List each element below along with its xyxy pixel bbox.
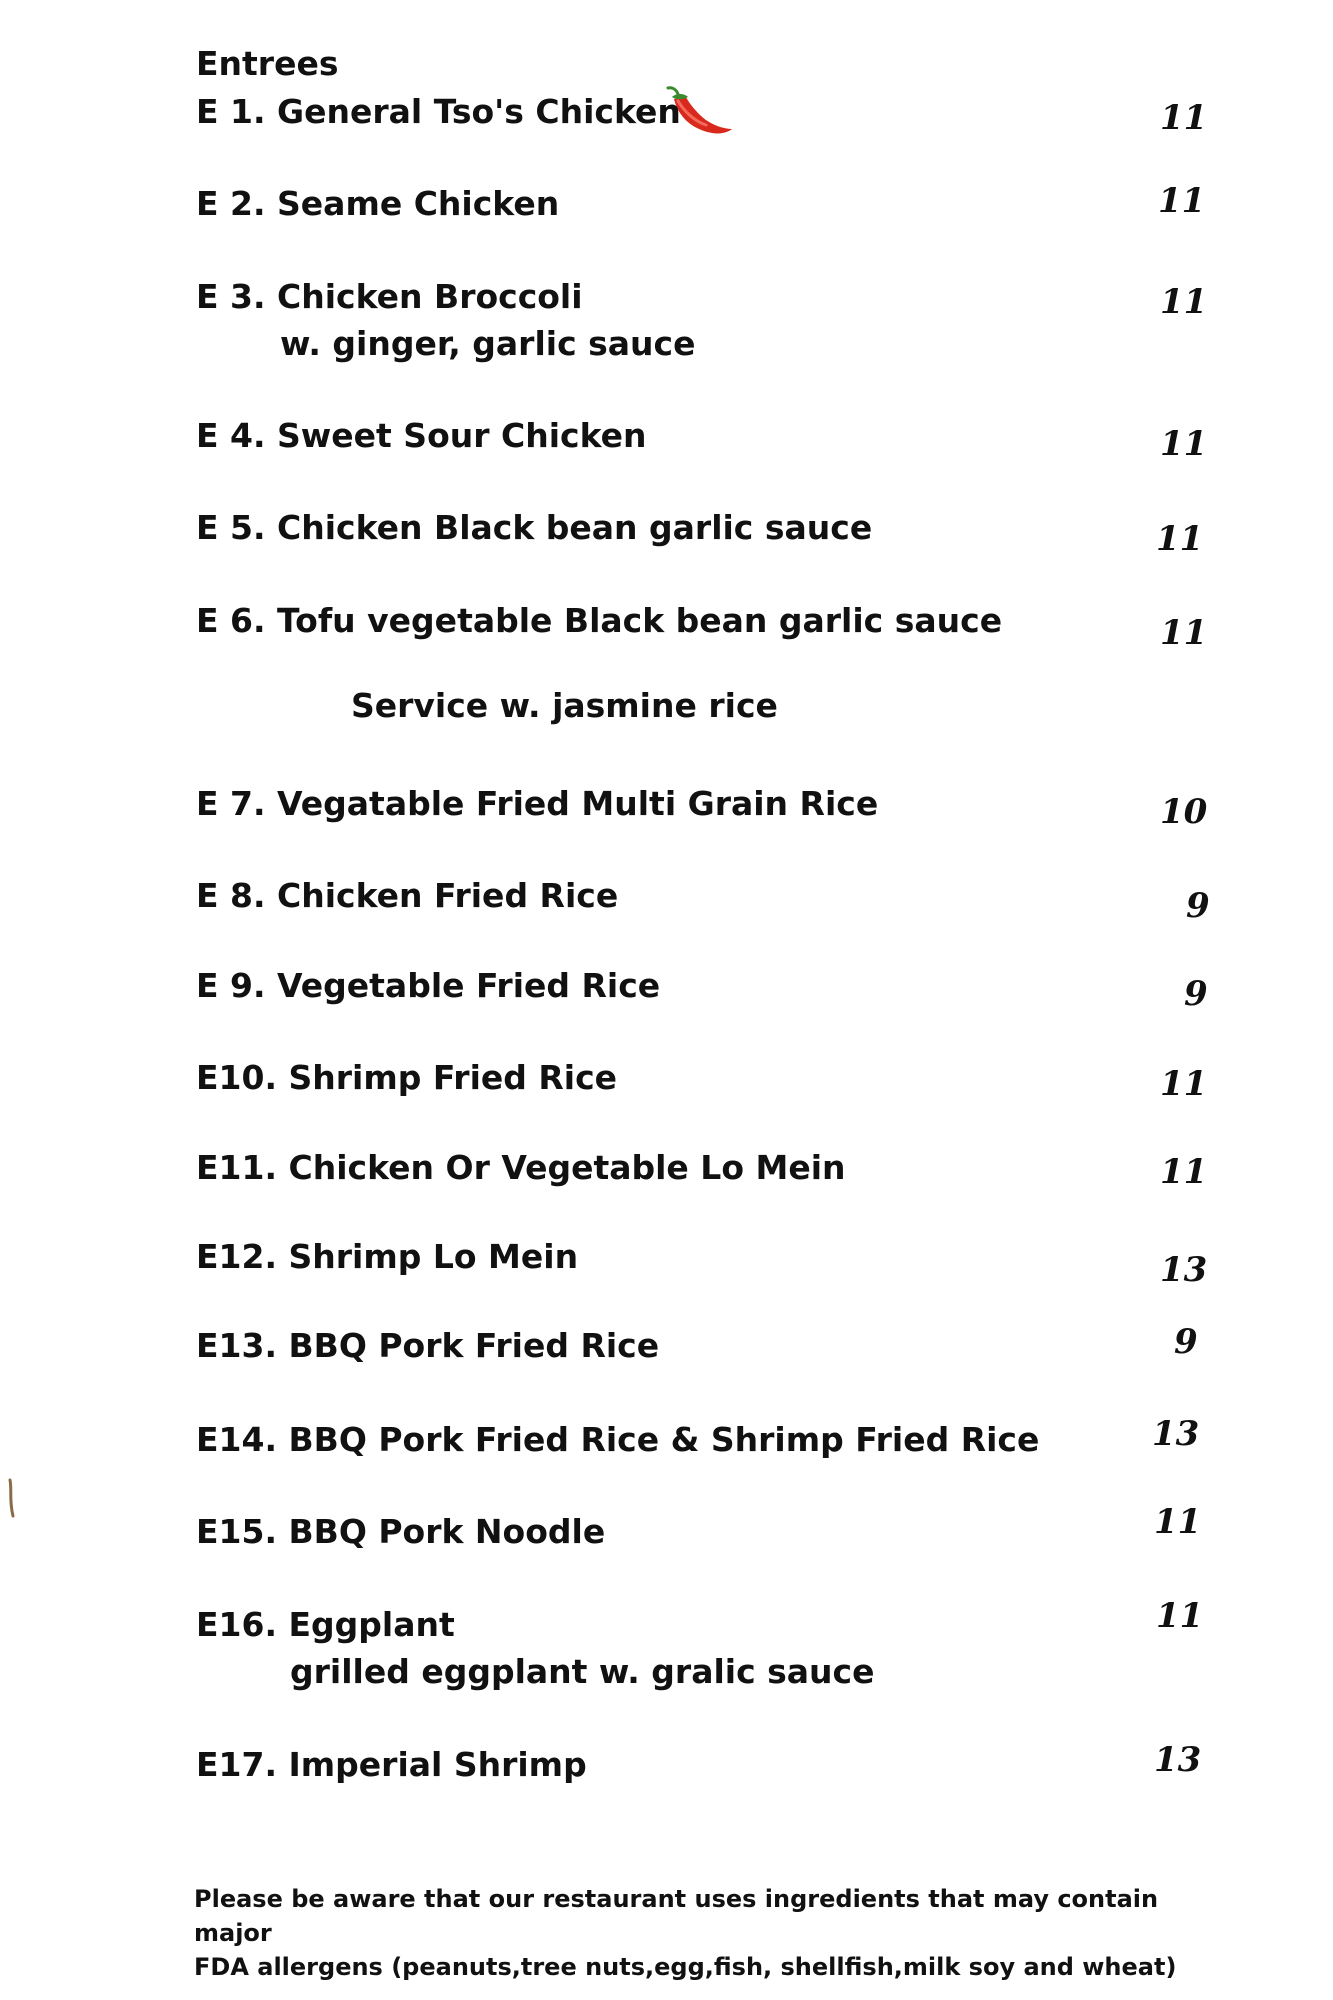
item-price: 9 (1186, 886, 1210, 926)
section-title: Entrees (196, 44, 339, 83)
item-code: E 4. (196, 416, 266, 455)
item-code: E16. (196, 1605, 278, 1644)
item-code: E 3. (196, 277, 266, 316)
item-code: E 2. (196, 184, 266, 223)
item-price: 11 (1160, 1064, 1208, 1104)
menu-item (196, 784, 878, 823)
item-code: E12. (196, 1237, 278, 1276)
item-name: Shrimp Fried Rice (288, 1058, 618, 1097)
item-name: Eggplant (288, 1605, 455, 1644)
allergen-notice-line: Please be aware that our restaurant uses ingredients that may contain major (194, 1885, 1159, 1947)
menu-item (196, 1326, 659, 1365)
menu-item (196, 966, 660, 1005)
menu-item (196, 1605, 875, 1691)
item-price: 11 (1156, 519, 1204, 559)
menu-item (196, 184, 559, 223)
item-name: Chicken Or Vegetable Lo Mein (288, 1148, 846, 1187)
menu-item (196, 1420, 1039, 1459)
menu-item (196, 601, 1002, 640)
item-code: E 8. (196, 876, 266, 915)
item-name: Tofu vegetable Black bean garlic sauce (277, 601, 1003, 640)
item-price: 13 (1152, 1414, 1200, 1454)
item-code: E 5. (196, 508, 266, 547)
allergen-notice-line: FDA allergens (peanuts,tree nuts,egg,fish, shellfish,milk soy and wheat) (194, 1953, 1177, 1981)
menu-item (196, 1512, 605, 1551)
item-price: 13 (1154, 1740, 1202, 1780)
item-name: Imperial Shrimp (288, 1745, 587, 1784)
item-code: E 1. (196, 92, 266, 131)
allergen-notice (194, 1882, 1194, 1984)
menu-item (196, 277, 695, 363)
item-name: BBQ Pork Fried Rice (288, 1326, 660, 1365)
item-code: E 9. (196, 966, 266, 1005)
item-price: 10 (1160, 792, 1208, 832)
item-price: 11 (1160, 282, 1208, 322)
item-name: Seame Chicken (277, 184, 560, 223)
item-description: w. ginger, garlic sauce (280, 324, 696, 363)
paper-mark (6, 1478, 16, 1518)
menu-item (196, 1148, 846, 1187)
item-name: Vegetable Fried Rice (277, 966, 661, 1005)
item-description: grilled eggplant w. gralic sauce (290, 1652, 875, 1691)
item-price: 11 (1160, 424, 1208, 464)
item-name: Chicken Fried Rice (277, 876, 619, 915)
menu-item (196, 508, 872, 547)
item-name: Sweet Sour Chicken (277, 416, 647, 455)
item-code: E15. (196, 1512, 278, 1551)
menu-item (196, 1058, 617, 1097)
item-code: E 7. (196, 784, 266, 823)
item-code: E14. (196, 1420, 278, 1459)
item-code: E11. (196, 1148, 278, 1187)
item-name: General Tso's Chicken (277, 92, 681, 131)
item-price: 11 (1160, 1152, 1208, 1192)
item-name: Chicken Black bean garlic sauce (277, 508, 873, 547)
item-name: BBQ Pork Fried Rice & Shrimp Fried Rice (288, 1420, 1040, 1459)
service-note: Service w. jasmine rice (351, 686, 778, 725)
item-name: Shrimp Lo Mein (288, 1237, 579, 1276)
item-name: Vegatable Fried Multi Grain Rice (277, 784, 879, 823)
item-price: 11 (1160, 613, 1208, 653)
item-code: E10. (196, 1058, 278, 1097)
item-name: Chicken Broccoli (277, 277, 583, 316)
item-code: E13. (196, 1326, 278, 1365)
item-name: BBQ Pork Noodle (288, 1512, 606, 1551)
item-code: E 6. (196, 601, 266, 640)
item-price: 11 (1160, 98, 1208, 138)
item-price: 13 (1160, 1250, 1208, 1290)
item-price: 11 (1158, 181, 1206, 221)
menu-item (196, 416, 647, 455)
menu-item (196, 876, 618, 915)
menu-item (196, 1237, 578, 1276)
item-price: 11 (1154, 1502, 1202, 1542)
menu-item (196, 92, 681, 131)
item-price: 9 (1174, 1322, 1198, 1362)
menu-item (196, 1745, 587, 1784)
item-price: 11 (1156, 1596, 1204, 1636)
item-price: 9 (1184, 974, 1208, 1014)
item-code: E17. (196, 1745, 278, 1784)
